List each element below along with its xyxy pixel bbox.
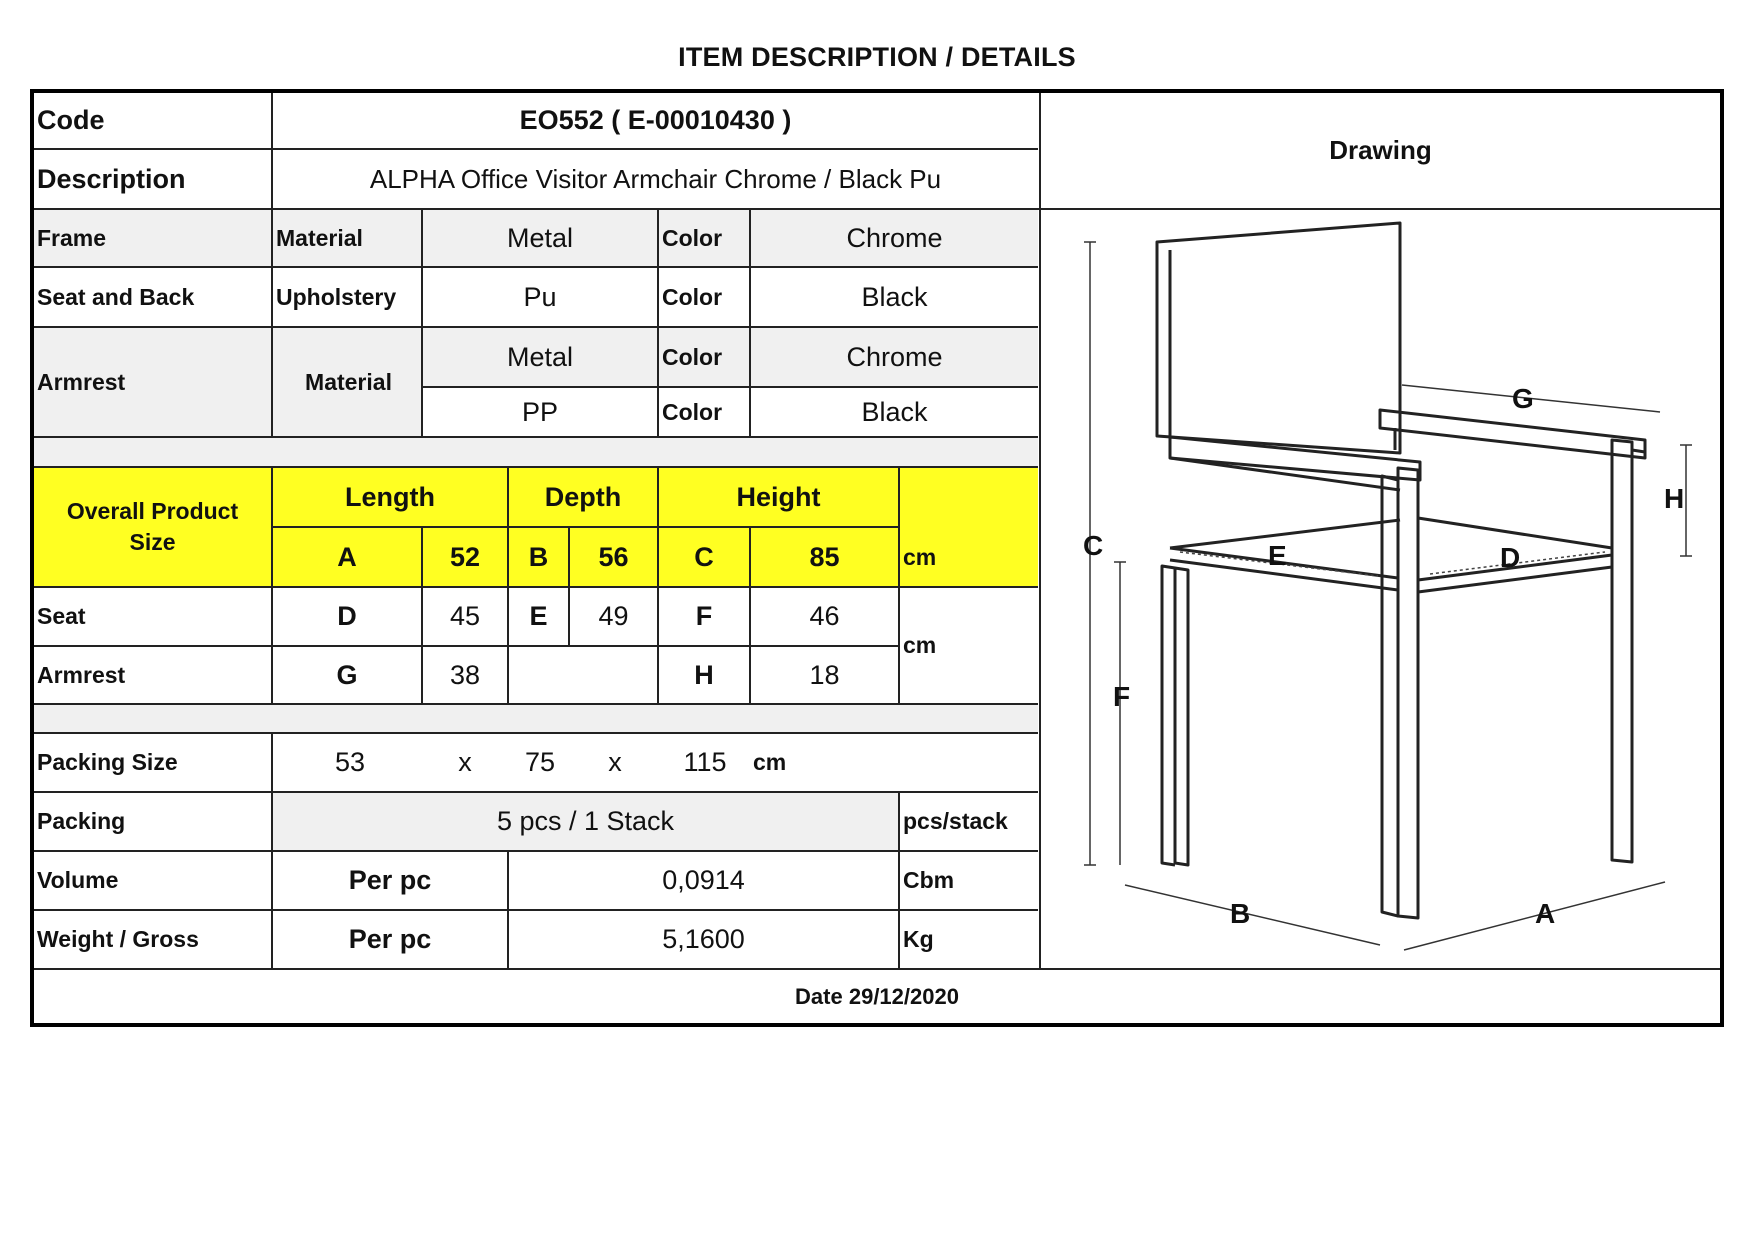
chair-front-left-leg: [1398, 468, 1418, 918]
description-label: Description: [37, 163, 186, 194]
packing-value: 5 pcs / 1 Stack: [496, 806, 675, 836]
frame-color-label: Color: [662, 224, 723, 251]
seat-back-upholstery-label: Upholstery: [276, 283, 397, 310]
chair-right-arm: [1380, 410, 1645, 458]
packing-dim-2: 75: [524, 747, 556, 777]
seat-back-label: Seat and Back: [37, 283, 195, 310]
armrest-g-value: 38: [449, 659, 481, 690]
code-value: EO552 ( E-00010430 ): [519, 105, 792, 135]
packing-x-2: x: [608, 747, 622, 777]
seat-label: Seat: [37, 603, 86, 629]
seat-f-value: 46: [809, 601, 840, 631]
page-title: ITEM DESCRIPTION / DETAILS: [678, 42, 1076, 72]
volume-label: Volume: [37, 867, 119, 893]
packing-size-unit: cm: [753, 749, 787, 775]
spacer-row-2: [34, 703, 1038, 733]
volume-value: 0,0914: [662, 865, 745, 895]
armrest-label: Armrest: [37, 368, 126, 395]
armrest-material-label: Material: [305, 368, 392, 395]
date-footer: Date 29/12/2020: [795, 983, 959, 1009]
frame-color-value: Chrome: [846, 222, 943, 253]
seat-letter-d: D: [337, 601, 357, 631]
depth-value: 56: [598, 541, 629, 572]
weight-unit: Kg: [903, 926, 934, 952]
armrest-letter-h: H: [694, 659, 714, 690]
overall-size-unit: cm: [903, 543, 937, 570]
dimension-label-d: D: [1500, 542, 1521, 573]
depth-letter-b: B: [528, 541, 549, 572]
dimension-label-h: H: [1664, 483, 1685, 514]
height-letter-c: C: [694, 541, 714, 572]
drawing-label: Drawing: [1329, 135, 1432, 165]
packing-size-label: Packing Size: [37, 749, 178, 775]
dimension-label-f: F: [1113, 681, 1131, 712]
packing-x-1: x: [458, 747, 472, 777]
overall-size-label: Overall Product Size: [66, 498, 239, 555]
armrest-size-label: Armrest: [37, 661, 126, 688]
armrest-material-1: Metal: [506, 341, 574, 372]
armchair-outline: [1157, 223, 1645, 918]
height-header: Height: [736, 481, 821, 512]
armchair-dimension-drawing: [1040, 210, 1720, 970]
seat-e-value: 49: [598, 601, 629, 631]
frame-material-value: Metal: [506, 222, 574, 253]
description-value: ALPHA Office Visitor Armchair Chrome / Black Pu: [369, 163, 942, 194]
dimension-label-b: B: [1230, 898, 1251, 929]
chair-left-arm: [1170, 437, 1420, 480]
frame-material-label: Material: [276, 224, 363, 251]
seat-letter-f: F: [695, 601, 713, 631]
dimension-label-e: E: [1268, 540, 1287, 571]
seat-letter-e: E: [529, 601, 548, 631]
chair-front-right-leg: [1612, 440, 1632, 862]
frame-label: Frame: [37, 224, 107, 251]
armrest-color-1: Chrome: [846, 341, 943, 372]
packing-label: Packing: [37, 808, 126, 834]
armrest-h-value: 18: [809, 659, 840, 690]
seat-back-color-label: Color: [662, 283, 723, 310]
armrest-color-label-1: Color: [662, 343, 723, 370]
packing-dim-3: 115: [683, 747, 727, 777]
seat-d-value: 45: [449, 601, 481, 631]
volume-per-pc: Per pc: [348, 865, 432, 895]
dimension-label-g: G: [1512, 383, 1534, 414]
weight-value: 5,1600: [662, 924, 745, 954]
seat-back-color-value: Black: [861, 281, 928, 312]
armrest-material-2: PP: [423, 388, 657, 436]
dimension-label-c: C: [1083, 530, 1104, 561]
chair-rear-left-leg: [1175, 568, 1188, 865]
dimension-label-a: A: [1535, 898, 1556, 929]
length-header: Length: [345, 481, 435, 512]
seat-back-material-value: Pu: [523, 281, 557, 312]
spacer-row-1: [34, 437, 1038, 467]
armrest-color-label-2: Color: [659, 388, 749, 436]
length-value: 52: [449, 541, 481, 572]
code-label: Code: [37, 105, 105, 135]
height-value: 85: [809, 541, 840, 572]
armrest-letter-g: G: [336, 659, 358, 690]
chair-backrest: [1157, 223, 1400, 453]
packing-unit: pcs/stack: [903, 808, 1008, 834]
packing-dim-1: 53: [334, 747, 366, 777]
depth-header: Depth: [544, 481, 622, 512]
length-letter-a: A: [337, 541, 357, 572]
weight-label: Weight / Gross: [37, 926, 199, 952]
volume-unit: Cbm: [903, 867, 955, 893]
weight-per-pc: Per pc: [348, 924, 432, 954]
armrest-color-2: Black: [751, 388, 1038, 436]
seat-armrest-unit: cm: [903, 632, 937, 658]
